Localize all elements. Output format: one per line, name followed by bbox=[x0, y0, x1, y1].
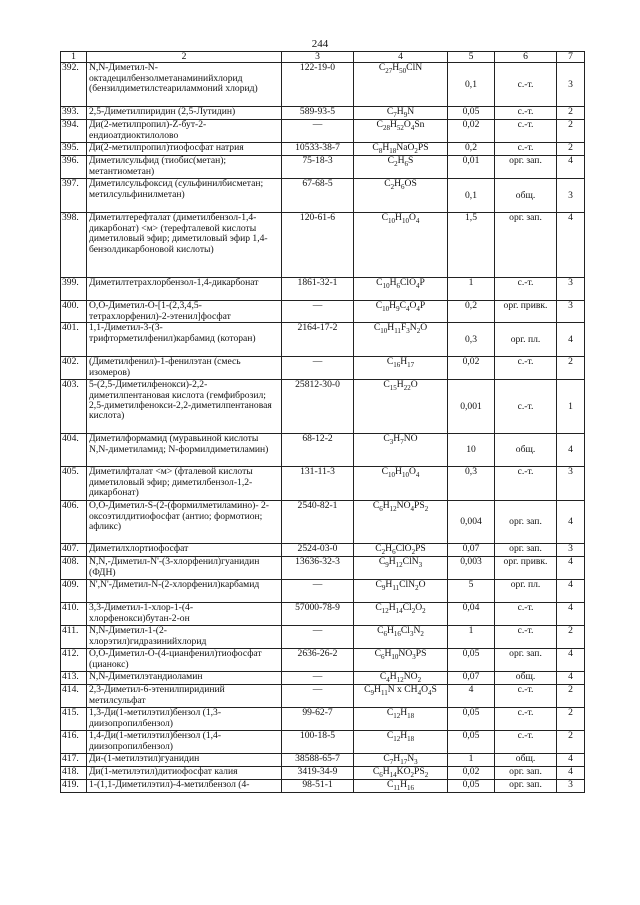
chemical-formula: $C_{10}H_9C_4O_4P$ bbox=[354, 301, 448, 323]
hazard-indicator: орг. пл. bbox=[495, 323, 557, 357]
cas-number: 57000-78-9 bbox=[282, 603, 354, 626]
chemical-formula: $C_{10}H_6ClO_4P$ bbox=[354, 278, 448, 301]
substance-name: 2,3-Диметил-6-этенилпиридиний метилсульфат bbox=[87, 685, 282, 708]
concentration: 0,3 bbox=[448, 467, 495, 501]
row-number: 401. bbox=[61, 323, 87, 357]
cas-number: 2164-17-2 bbox=[282, 323, 354, 357]
table-row bbox=[61, 120, 585, 143]
row-number: 418. bbox=[61, 767, 87, 780]
row-number: 415. bbox=[61, 708, 87, 731]
column-number: 6 bbox=[495, 52, 557, 63]
row-number: 411. bbox=[61, 626, 87, 649]
substance-name: Диметилхлортиофосфат bbox=[87, 544, 282, 557]
cas-number: 3419-34-9 bbox=[282, 767, 354, 780]
cas-number: 10533-38-7 bbox=[282, 143, 354, 156]
substance-name: N,N-Диметил-N-октадецилбензолметанаминийхлорид (бензилдиметилстеариламмоний хлорид) bbox=[87, 63, 282, 107]
hazard-class: 4 bbox=[557, 649, 585, 672]
hazard-indicator: с.-т. bbox=[495, 603, 557, 626]
hazard-class: 4 bbox=[557, 156, 585, 179]
table-row bbox=[61, 603, 585, 626]
hazard-indicator: с.-т. bbox=[495, 380, 557, 434]
hazard-indicator: с.-т. bbox=[495, 278, 557, 301]
chemical-formula: $C_6H_{12}NO_4PS_2$ bbox=[354, 501, 448, 544]
hazard-indicator: орг. зап. bbox=[495, 213, 557, 278]
chemical-formula: $C_2H_6ClO_2PS$ bbox=[354, 544, 448, 557]
hazard-indicator: орг. зап. bbox=[495, 767, 557, 780]
cas-number: 98-51-1 bbox=[282, 780, 354, 793]
hazard-class: 3 bbox=[557, 467, 585, 501]
cas-number: 2540-82-1 bbox=[282, 501, 354, 544]
cas-number: 2636-26-2 bbox=[282, 649, 354, 672]
row-number: 414. bbox=[61, 685, 87, 708]
hazard-indicator: с.-т. bbox=[495, 143, 557, 156]
hazard-class: 2 bbox=[557, 107, 585, 120]
chemical-formula: $C_{10}H_{10}O_4$ bbox=[354, 213, 448, 278]
concentration: 10 bbox=[448, 434, 495, 467]
column-number: 2 bbox=[87, 52, 282, 63]
table-row bbox=[61, 626, 585, 649]
concentration: 0,05 bbox=[448, 731, 495, 754]
chemical-formula: $C_6H_{14}KO_2PS_2$ bbox=[354, 767, 448, 780]
cas-number: 25812-30-0 bbox=[282, 380, 354, 434]
hazard-indicator: с.-т. bbox=[495, 467, 557, 501]
row-number: 403. bbox=[61, 380, 87, 434]
chemical-formula: $C_3H_7NO$ bbox=[354, 434, 448, 467]
hazard-indicator: с.-т. bbox=[495, 357, 557, 380]
hazard-indicator: с.-т. bbox=[495, 708, 557, 731]
table-row bbox=[61, 754, 585, 767]
table-row bbox=[61, 323, 585, 357]
concentration: 0,05 bbox=[448, 649, 495, 672]
substance-name: Диметилтерефталат (диметилбензол-1,4- дикарбонат) <м> (терефталевой кислоты диметиловый эфир; диметиловый эфир 1,4-бензолдикарбоновой кислоты) bbox=[87, 213, 282, 278]
chemical-formula: $C_{16}H_{17}$ bbox=[354, 357, 448, 380]
row-number: 409. bbox=[61, 580, 87, 603]
table-row bbox=[61, 278, 585, 301]
row-number: 405. bbox=[61, 467, 87, 501]
table-row bbox=[61, 434, 585, 467]
hazard-class: 2 bbox=[557, 357, 585, 380]
row-number: 407. bbox=[61, 544, 87, 557]
row-number: 406. bbox=[61, 501, 87, 544]
row-number: 404. bbox=[61, 434, 87, 467]
hazard-class: 2 bbox=[557, 708, 585, 731]
table-row bbox=[61, 731, 585, 754]
chemical-formula: $C_9H_{11}N$ x $CH_4O_4S$ bbox=[354, 685, 448, 708]
substance-name: Диметилфталат <м> (фталевой кислоты диметиловый эфир; диметилбензол-1,2-дикарбонат) bbox=[87, 467, 282, 501]
row-number: 400. bbox=[61, 301, 87, 323]
cas-number: 120-61-6 bbox=[282, 213, 354, 278]
concentration: 1 bbox=[448, 278, 495, 301]
row-number: 395. bbox=[61, 143, 87, 156]
hazard-class: 3 bbox=[557, 780, 585, 793]
hazard-indicator: орг. зап. bbox=[495, 156, 557, 179]
hazard-indicator: общ. bbox=[495, 754, 557, 767]
row-number: 399. bbox=[61, 278, 87, 301]
concentration: 5 bbox=[448, 580, 495, 603]
concentration: 0,1 bbox=[448, 63, 495, 107]
substances-table bbox=[60, 51, 585, 793]
hazard-indicator: орг. зап. bbox=[495, 649, 557, 672]
hazard-class: 1 bbox=[557, 380, 585, 434]
concentration: 0,004 bbox=[448, 501, 495, 544]
cas-number: 99-62-7 bbox=[282, 708, 354, 731]
column-number: 7 bbox=[557, 52, 585, 63]
table-row bbox=[61, 544, 585, 557]
substance-name: 5-(2,5-Диметилфенокси)-2,2-диметилпентановая кислота (гемфиброзил; 2,5-диметилфенокси-2,2-диметилпентановая кислота) bbox=[87, 380, 282, 434]
cas-number: — bbox=[282, 357, 354, 380]
substance-name: 2,5-Диметилпиридин (2,5-Лутидин) bbox=[87, 107, 282, 120]
cas-number: 122-19-0 bbox=[282, 63, 354, 107]
table-row bbox=[61, 501, 585, 544]
hazard-indicator: с.-т. bbox=[495, 685, 557, 708]
concentration: 0,2 bbox=[448, 301, 495, 323]
hazard-indicator: орг. привк. bbox=[495, 557, 557, 580]
hazard-class: 4 bbox=[557, 213, 585, 278]
chemical-formula: $C_9H_{12}ClN_3$ bbox=[354, 557, 448, 580]
table-row bbox=[61, 467, 585, 501]
chemical-formula: $C_2H_6OS$ bbox=[354, 179, 448, 213]
table-row bbox=[61, 143, 585, 156]
hazard-class: 4 bbox=[557, 672, 585, 685]
chemical-formula: $C_{12}H_{18}$ bbox=[354, 708, 448, 731]
row-number: 396. bbox=[61, 156, 87, 179]
hazard-class: 4 bbox=[557, 580, 585, 603]
substance-name: Диметилформамид (муравьиной кислоты N,N-диметиламид; N-формилдиметиламин) bbox=[87, 434, 282, 467]
cas-number: 1861-32-1 bbox=[282, 278, 354, 301]
substance-name: Ди(1-метилэтил)дитиофосфат калия bbox=[87, 767, 282, 780]
table-row bbox=[61, 649, 585, 672]
hazard-class: 2 bbox=[557, 120, 585, 143]
cas-number: 38588-65-7 bbox=[282, 754, 354, 767]
hazard-indicator: орг. зап. bbox=[495, 501, 557, 544]
column-number: 1 bbox=[61, 52, 87, 63]
concentration: 0,05 bbox=[448, 107, 495, 120]
concentration: 0,001 bbox=[448, 380, 495, 434]
row-number: 413. bbox=[61, 672, 87, 685]
chemical-formula: $C_{28}H_{52}O_4Sn$ bbox=[354, 120, 448, 143]
substance-name: N',N'-Диметил-N-(2-хлорфенил)карбамид bbox=[87, 580, 282, 603]
chemical-formula: $C_2H_6S$ bbox=[354, 156, 448, 179]
table-row bbox=[61, 767, 585, 780]
row-number: 393. bbox=[61, 107, 87, 120]
concentration: 0,01 bbox=[448, 156, 495, 179]
hazard-class: 4 bbox=[557, 323, 585, 357]
row-number: 392. bbox=[61, 63, 87, 107]
concentration: 0,04 bbox=[448, 603, 495, 626]
concentration: 0,3 bbox=[448, 323, 495, 357]
concentration: 0,02 bbox=[448, 357, 495, 380]
substance-name: Ди-(1-метилэтил)гуанидин bbox=[87, 754, 282, 767]
hazard-indicator: с.-т. bbox=[495, 63, 557, 107]
table-row bbox=[61, 780, 585, 793]
cas-number: — bbox=[282, 626, 354, 649]
hazard-indicator: общ. bbox=[495, 179, 557, 213]
row-number: 397. bbox=[61, 179, 87, 213]
chemical-formula: $C_7H_9N$ bbox=[354, 107, 448, 120]
cas-number: 75-18-3 bbox=[282, 156, 354, 179]
hazard-class: 4 bbox=[557, 557, 585, 580]
page-number: 244 bbox=[311, 38, 329, 50]
table-row bbox=[61, 63, 585, 107]
hazard-class: 3 bbox=[557, 278, 585, 301]
cas-number: — bbox=[282, 301, 354, 323]
substance-name: Диметилтетрахлорбензол-1,4-дикарбонат bbox=[87, 278, 282, 301]
hazard-class: 3 bbox=[557, 544, 585, 557]
substance-name: (Диметилфенил)-1-фенилэтан (смесь изомеров) bbox=[87, 357, 282, 380]
substance-name: O,O-Диметил-O-(4-цианфенил)тиофосфат (цианокс) bbox=[87, 649, 282, 672]
hazard-indicator: орг. зап. bbox=[495, 780, 557, 793]
substance-name: 1-(1,1-Диметилэтил)-4-метилбензол (4- bbox=[87, 780, 282, 793]
substance-name: N,N,-Диметил-N'-(3-хлорфенил)гуанидин (ФДН) bbox=[87, 557, 282, 580]
table-row bbox=[61, 179, 585, 213]
hazard-indicator: с.-т. bbox=[495, 731, 557, 754]
substance-name: Диметилсульфид (тиобис(метан); метантиометан) bbox=[87, 156, 282, 179]
chemical-formula: $C_{12}H_{14}Cl_2O_2$ bbox=[354, 603, 448, 626]
row-number: 408. bbox=[61, 557, 87, 580]
hazard-class: 2 bbox=[557, 685, 585, 708]
chemical-formula: $C_{15}H_{22}O$ bbox=[354, 380, 448, 434]
substance-name: 1,3-Ди(1-метилэтил)бензол (1,3-диизопропилбензол) bbox=[87, 708, 282, 731]
chemical-formula: $C_8H_{18}NaO_2PS$ bbox=[354, 143, 448, 156]
cas-number: — bbox=[282, 580, 354, 603]
chemical-formula: $C_9H_{11}ClN_2O$ bbox=[354, 580, 448, 603]
row-number: 417. bbox=[61, 754, 87, 767]
chemical-formula: $C_{10}H_{10}O_4$ bbox=[354, 467, 448, 501]
hazard-class: 4 bbox=[557, 767, 585, 780]
substance-name: O,O-Диметил-S-(2-(формилметиламино)- 2-оксоэтилдитиофосфат (антио; формотион; афликс) bbox=[87, 501, 282, 544]
row-number: 402. bbox=[61, 357, 87, 380]
hazard-class: 4 bbox=[557, 754, 585, 767]
concentration: 0,1 bbox=[448, 179, 495, 213]
chemical-formula: $C_{12}H_{18}$ bbox=[354, 731, 448, 754]
hazard-indicator: орг. пл. bbox=[495, 580, 557, 603]
hazard-class: 2 bbox=[557, 143, 585, 156]
row-number: 398. bbox=[61, 213, 87, 278]
concentration: 4 bbox=[448, 685, 495, 708]
row-number: 410. bbox=[61, 603, 87, 626]
concentration: 1,5 bbox=[448, 213, 495, 278]
hazard-class: 2 bbox=[557, 626, 585, 649]
substance-name: Ди(2-метилпропил)-Z-бут-2-ендиоатдиоктилолово bbox=[87, 120, 282, 143]
substance-name: N,N-Диметилэтандиоламин bbox=[87, 672, 282, 685]
cas-number: 13636-32-3 bbox=[282, 557, 354, 580]
chemical-formula: $C_{11}H_{16}$ bbox=[354, 780, 448, 793]
table-row bbox=[61, 156, 585, 179]
concentration: 0,2 bbox=[448, 143, 495, 156]
substance-name: 3,3-Диметил-1-хлор-1-(4-хлорфенокси)бутан-2-он bbox=[87, 603, 282, 626]
hazard-indicator: с.-т. bbox=[495, 120, 557, 143]
column-number: 3 bbox=[282, 52, 354, 63]
concentration: 0,07 bbox=[448, 672, 495, 685]
concentration: 0,02 bbox=[448, 767, 495, 780]
table-row bbox=[61, 708, 585, 731]
substance-name: Ди(2-метилпропил)тиофосфат натрия bbox=[87, 143, 282, 156]
table-row bbox=[61, 672, 585, 685]
row-number: 394. bbox=[61, 120, 87, 143]
concentration: 1 bbox=[448, 626, 495, 649]
table-row bbox=[61, 107, 585, 120]
hazard-class: 3 bbox=[557, 63, 585, 107]
table-row bbox=[61, 213, 585, 278]
column-number: 4 bbox=[354, 52, 448, 63]
hazard-class: 2 bbox=[557, 731, 585, 754]
table-row bbox=[61, 380, 585, 434]
chemical-formula: $C_6H_{16}Cl_3N_2$ bbox=[354, 626, 448, 649]
hazard-indicator: орг. зап. bbox=[495, 544, 557, 557]
chemical-formula: $C_7H_{17}N_3$ bbox=[354, 754, 448, 767]
substance-name: Диметилсульфоксид (сульфинилбисметан; метилсульфинилметан) bbox=[87, 179, 282, 213]
hazard-class: 4 bbox=[557, 603, 585, 626]
column-numbers-row bbox=[61, 52, 585, 63]
chemical-formula: $C_6H_{10}NO_3PS$ bbox=[354, 649, 448, 672]
cas-number: 67-68-5 bbox=[282, 179, 354, 213]
concentration: 0,003 bbox=[448, 557, 495, 580]
hazard-indicator: с.-т. bbox=[495, 626, 557, 649]
substance-name: 1,4-Ди(1-метилэтил)бензол (1,4-диизопропилбензол) bbox=[87, 731, 282, 754]
concentration: 0,05 bbox=[448, 780, 495, 793]
chemical-formula: $C_{10}H_{11}F_3N_2O$ bbox=[354, 323, 448, 357]
row-number: 416. bbox=[61, 731, 87, 754]
hazard-class: 4 bbox=[557, 501, 585, 544]
cas-number: 68-12-2 bbox=[282, 434, 354, 467]
cas-number: 100-18-5 bbox=[282, 731, 354, 754]
table-row bbox=[61, 357, 585, 380]
concentration: 0,05 bbox=[448, 708, 495, 731]
row-number: 419. bbox=[61, 780, 87, 793]
hazard-indicator: орг. привк. bbox=[495, 301, 557, 323]
hazard-indicator: общ. bbox=[495, 672, 557, 685]
concentration: 0,07 bbox=[448, 544, 495, 557]
cas-number: 589-93-5 bbox=[282, 107, 354, 120]
hazard-indicator: общ. bbox=[495, 434, 557, 467]
table-row bbox=[61, 580, 585, 603]
cas-number: — bbox=[282, 672, 354, 685]
hazard-class: 3 bbox=[557, 301, 585, 323]
hazard-indicator: с.-т. bbox=[495, 107, 557, 120]
substance-name: 1,1-Диметил-3-(3-трифторметилфенил)карбамид (которан) bbox=[87, 323, 282, 357]
table-row bbox=[61, 557, 585, 580]
table-row bbox=[61, 301, 585, 323]
substance-name: O,O-Диметил-O-[1-(2,3,4,5-тетрахлорфенил)-2-этенил]фосфат bbox=[87, 301, 282, 323]
chemical-formula: $C_{27}H_{50}ClN$ bbox=[354, 63, 448, 107]
column-number: 5 bbox=[448, 52, 495, 63]
cas-number: — bbox=[282, 120, 354, 143]
cas-number: 2524-03-0 bbox=[282, 544, 354, 557]
concentration: 1 bbox=[448, 754, 495, 767]
hazard-class: 4 bbox=[557, 434, 585, 467]
concentration: 0,02 bbox=[448, 120, 495, 143]
cas-number: 131-11-3 bbox=[282, 467, 354, 501]
row-number: 412. bbox=[61, 649, 87, 672]
chemical-formula: $C_4H_{12}NO_2$ bbox=[354, 672, 448, 685]
table-row bbox=[61, 685, 585, 708]
hazard-class: 3 bbox=[557, 179, 585, 213]
cas-number: — bbox=[282, 685, 354, 708]
substance-name: N,N-Диметил-1-(2-хлорэтил)гидразинийхлорид bbox=[87, 626, 282, 649]
